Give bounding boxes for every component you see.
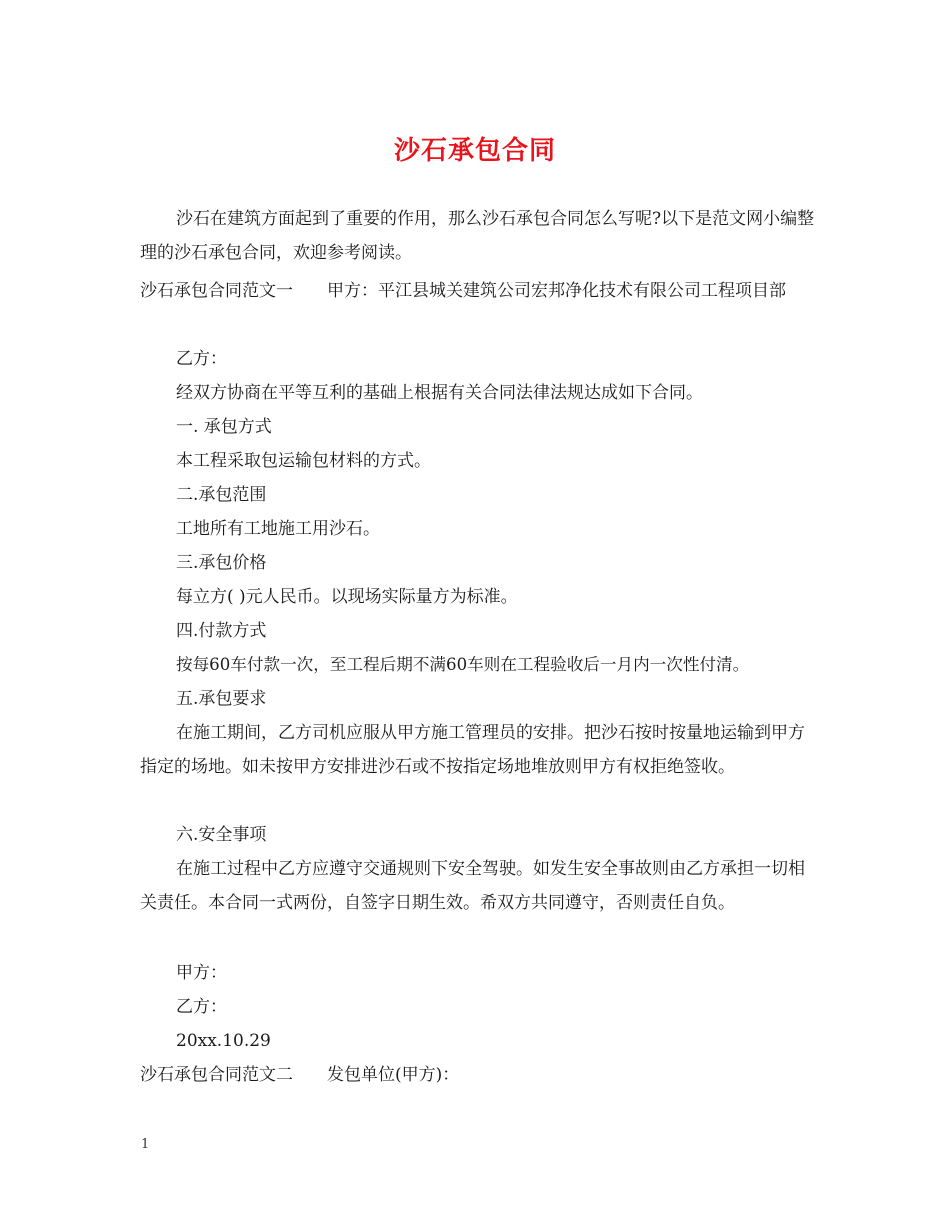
signature-party-a: 甲方： (176, 963, 227, 983)
sample-two-label: 沙石承包合同范文二 (140, 1065, 293, 1085)
clause-5-text: 在施工期间，乙方司机应服从甲方施工管理员的安排。把沙石按时按量地运输到甲方指定的场地。如未按甲方安排进沙石或不按指定场地堆放则甲方有权拒绝签收。 (140, 723, 805, 777)
clause-1-heading: 一. 承包方式 (176, 417, 272, 437)
signature-date: 20xx.10.29 (176, 1031, 271, 1051)
page-number: 1 (141, 1137, 150, 1152)
section-heading-sample-two (140, 1058, 820, 1092)
section-heading-sample-one (140, 274, 820, 308)
sample-one-label: 沙石承包合同范文一 (140, 281, 293, 301)
party-b-line: 乙方： (176, 349, 227, 369)
clause-4-text: 按每60车付款一次，至工程后期不满60车则在工程验收后一月内一次性付清。 (176, 655, 750, 674)
agreement-intro: 经双方协商在平等互利的基础上根据有关合同法律法规达成如下合同。 (176, 383, 703, 403)
party-a-line: 甲方：平江县城关建筑公司宏邦净化技术有限公司工程项目部 (327, 281, 786, 301)
clause-2-heading: 二.承包范围 (176, 485, 267, 505)
signature-party-b: 乙方： (176, 997, 227, 1017)
clause-5-heading: 五.承包要求 (176, 689, 267, 709)
contracting-unit-line: 发包单位(甲方)： (327, 1065, 460, 1085)
intro-paragraph: 沙石在建筑方面起到了重要的作用，那么沙石承包合同怎么写呢?以下是范文网小编整理的沙石承包合同，欢迎参考阅读。 (140, 209, 815, 263)
clause-4-heading: 四.付款方式 (176, 621, 267, 641)
clause-3-text: 每立方( )元人民币。以现场实际量方为标准。 (176, 587, 518, 607)
clause-6-text: 在施工过程中乙方应遵守交通规则下安全驾驶。如发生安全事故则由乙方承担一切相关责任。本合同一式两份，自签字日期生效。希双方共同遵守，否则责任自负。 (140, 859, 805, 913)
clause-1-text: 本工程采取包运输包材料的方式。 (176, 451, 431, 471)
clause-2-text: 工地所有工地施工用沙石。 (176, 519, 380, 539)
clause-6-heading: 六.安全事项 (176, 825, 267, 845)
document-title: 沙石承包合同 (393, 136, 556, 166)
clause-3-heading: 三.承包价格 (176, 553, 267, 573)
